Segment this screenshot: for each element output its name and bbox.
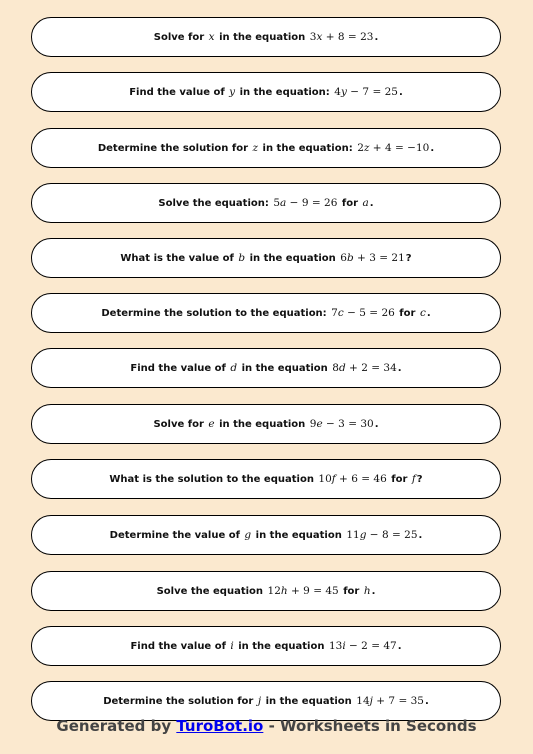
problem-math: c — [419, 307, 426, 319]
problem-math: 3x + 8 = 23 — [309, 31, 374, 43]
problem-text: in the equation — [234, 640, 328, 652]
problem-text: for — [387, 473, 411, 485]
problem-text: Find the value of — [129, 86, 229, 98]
problem-math: 14j + 7 = 35 — [356, 695, 424, 707]
problem-math: b — [238, 252, 246, 264]
problem-card — [31, 348, 501, 388]
problem-math: x — [208, 31, 215, 43]
problem-text: in the equation — [238, 362, 332, 374]
problem-math: 9e − 3 = 30 — [309, 418, 374, 430]
problem-math: a — [362, 197, 369, 209]
problem-text: . — [426, 307, 431, 319]
problem-math: 5a − 9 = 26 — [273, 197, 338, 209]
problem-math: h — [363, 585, 371, 597]
problem-text: . — [371, 585, 376, 597]
problem-text: Solve the equation — [156, 585, 267, 597]
problem-math: 7c − 5 = 26 — [331, 307, 395, 319]
problem-text: in the equation — [215, 31, 309, 43]
problem-card — [31, 72, 501, 112]
problem-text: . — [397, 362, 402, 374]
problem-text: Find the value of — [130, 640, 230, 652]
problem-math: y — [229, 86, 236, 98]
problem-card — [31, 128, 501, 168]
problem-card — [31, 515, 501, 555]
problem-text: Determine the value of — [109, 529, 244, 541]
problem-text: for — [338, 197, 362, 209]
problem-text: ? — [416, 473, 423, 485]
turobot-link[interactable]: TuroBot.io — [176, 717, 264, 735]
problem-math: 4y − 7 = 25 — [334, 86, 398, 98]
problem-card — [31, 681, 501, 721]
problem-card — [31, 17, 501, 57]
problem-text: . — [424, 695, 429, 707]
problem-math: d — [230, 362, 238, 374]
problem-math: j — [257, 695, 262, 707]
problem-math: 11g − 8 = 25 — [346, 529, 418, 541]
problem-card — [31, 293, 501, 333]
problem-card — [31, 571, 501, 611]
problem-math: z — [252, 142, 259, 154]
problem-text: . — [398, 86, 403, 98]
problem-text: Find the value of — [130, 362, 230, 374]
problem-text: ? — [405, 252, 412, 264]
problem-text: . — [418, 529, 423, 541]
problem-text: in the equation — [262, 695, 356, 707]
problem-text: Determine the solution for — [103, 695, 257, 707]
problem-text: for — [395, 307, 419, 319]
problem-math: 6b + 3 = 21 — [340, 252, 405, 264]
problem-card — [31, 459, 501, 499]
problem-text: . — [374, 418, 379, 430]
problem-text: . — [374, 31, 379, 43]
footer — [0, 717, 533, 735]
problem-text: . — [397, 640, 402, 652]
problem-text: . — [369, 197, 374, 209]
problem-math: 12h + 9 = 45 — [267, 585, 339, 597]
problem-math: 2z + 4 = −10 — [357, 142, 430, 154]
problem-text: . — [430, 142, 435, 154]
problem-text: in the equation — [215, 418, 309, 430]
problem-text: Solve for — [153, 418, 208, 430]
problem-text: in the equation: — [236, 86, 334, 98]
problem-math: i — [230, 640, 234, 652]
problem-text: Determine the solution for — [97, 142, 252, 154]
problem-text: Solve for — [153, 31, 208, 43]
problem-math: e — [208, 418, 215, 430]
problem-math: 8d + 2 = 34 — [332, 362, 397, 374]
problem-text: in the equation — [246, 252, 340, 264]
problem-text: What is the value of — [120, 252, 238, 264]
problem-card — [31, 404, 501, 444]
problem-text: in the equation — [252, 529, 346, 541]
problem-math: 13i − 2 = 47 — [328, 640, 397, 652]
problem-card — [31, 183, 501, 223]
problem-text: What is the solution to the equation — [109, 473, 318, 485]
problem-card — [31, 238, 501, 278]
problem-text: in the equation: — [259, 142, 357, 154]
problem-text: for — [339, 585, 363, 597]
footer-suffix: - Worksheets in Seconds — [263, 717, 477, 735]
problem-math: f — [411, 473, 416, 485]
problem-math: g — [244, 529, 252, 541]
problem-math: 10f + 6 = 46 — [318, 473, 387, 485]
problem-card — [31, 626, 501, 666]
problem-text: Solve the equation: — [158, 197, 273, 209]
footer-prefix: Generated by — [56, 717, 177, 735]
problem-text: Determine the solution to the equation: — [101, 307, 331, 319]
